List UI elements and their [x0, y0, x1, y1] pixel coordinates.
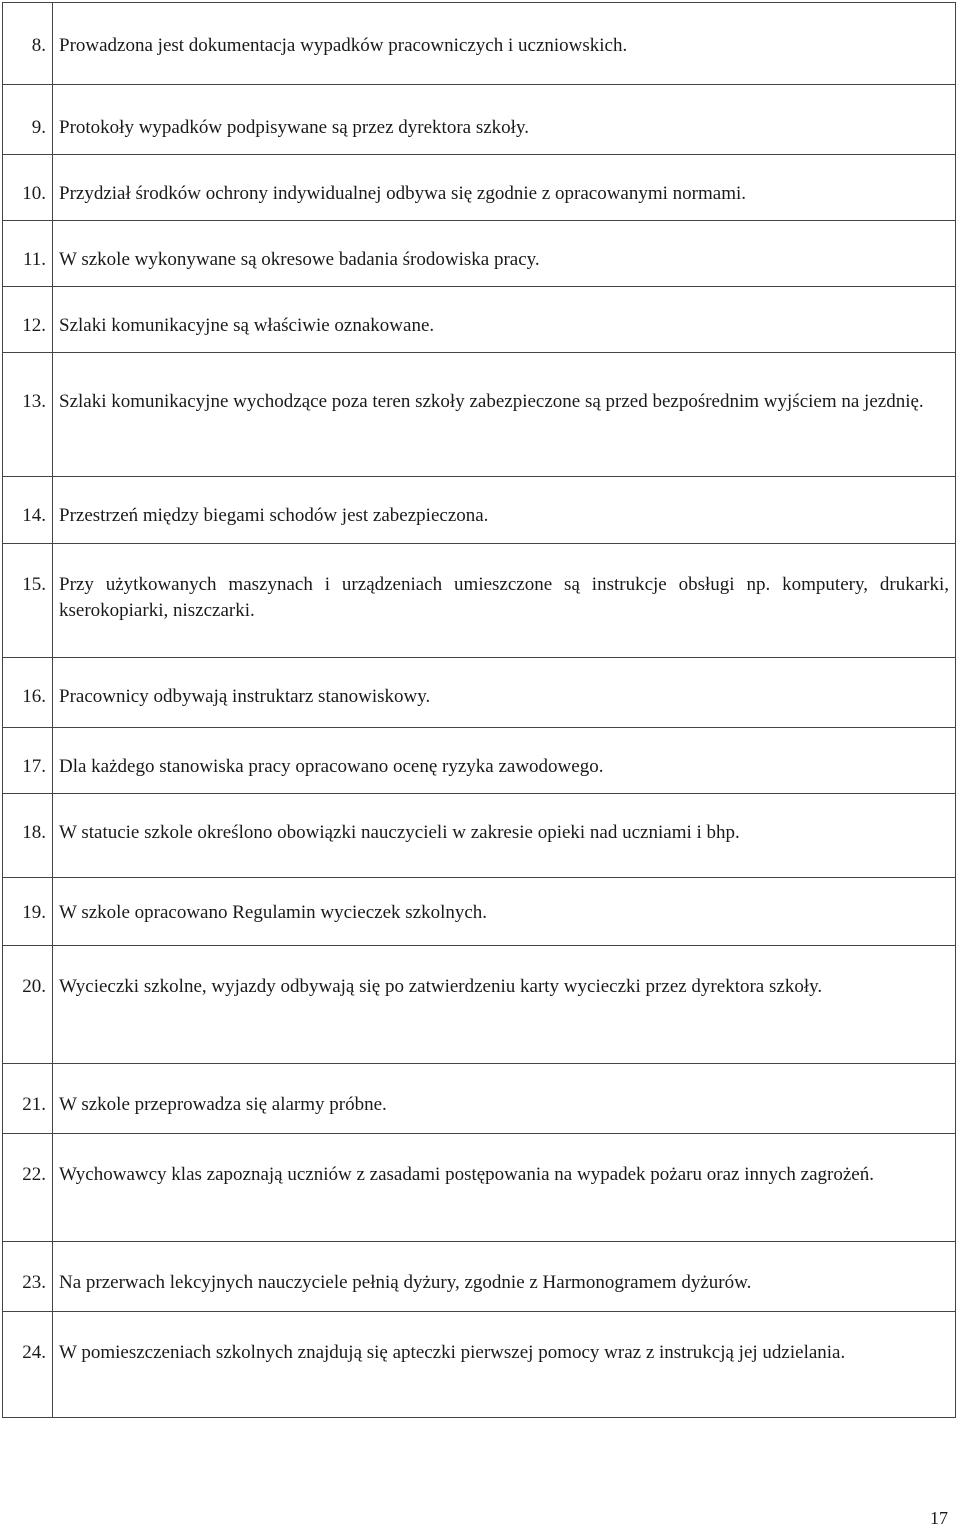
row-text: Przy użytkowanych maszynach i urządzeniach umieszczone są instrukcje obsługi np. komputery, drukarki, kserokopiarki, niszczarki. — [53, 544, 956, 658]
row-text: Wychowawcy klas zapoznają uczniów z zasadami postępowania na wypadek pożaru oraz innych zagrożeń. — [53, 1134, 956, 1242]
row-number: 17. — [3, 728, 53, 794]
table-row — [3, 85, 956, 155]
table-row — [3, 477, 956, 544]
table-row — [3, 221, 956, 287]
row-number: 23. — [3, 1242, 53, 1312]
table-row — [3, 946, 956, 1064]
row-number: 10. — [3, 155, 53, 221]
page-number: 17 — [930, 1508, 948, 1528]
table-row — [3, 728, 956, 794]
row-number: 14. — [3, 477, 53, 544]
table-row — [3, 3, 956, 85]
row-text: W szkole wykonywane są okresowe badania środowiska pracy. — [53, 221, 956, 287]
row-number: 16. — [3, 658, 53, 728]
table-row — [3, 1312, 956, 1418]
row-number: 12. — [3, 287, 53, 353]
table-row — [3, 353, 956, 477]
table-row — [3, 1242, 956, 1312]
row-text: Prowadzona jest dokumentacja wypadków pracowniczych i uczniowskich. — [53, 3, 956, 85]
table-row — [3, 794, 956, 878]
checklist-table — [2, 2, 956, 1418]
row-number: 22. — [3, 1134, 53, 1242]
table-row — [3, 1064, 956, 1134]
row-number: 13. — [3, 353, 53, 477]
row-text: Szlaki komunikacyjne są właściwie oznakowane. — [53, 287, 956, 353]
table-row — [3, 544, 956, 658]
table-row — [3, 658, 956, 728]
row-text: Przestrzeń między biegami schodów jest zabezpieczona. — [53, 477, 956, 544]
table-row — [3, 155, 956, 221]
row-number: 20. — [3, 946, 53, 1064]
table-row — [3, 1134, 956, 1242]
row-number: 9. — [3, 85, 53, 155]
row-text: W szkole przeprowadza się alarmy próbne. — [53, 1064, 956, 1134]
table-row — [3, 878, 956, 946]
row-text: Przydział środków ochrony indywidualnej odbywa się zgodnie z opracowanymi normami. — [53, 155, 956, 221]
row-text: Wycieczki szkolne, wyjazdy odbywają się po zatwierdzeniu karty wycieczki przez dyrektora szkoły. — [53, 946, 956, 1064]
row-text: Pracownicy odbywają instruktarz stanowiskowy. — [53, 658, 956, 728]
row-text: W statucie szkole określono obowiązki nauczycieli w zakresie opieki nad uczniami i bhp. — [53, 794, 956, 878]
row-text: Na przerwach lekcyjnych nauczyciele pełnią dyżury, zgodnie z Harmonogramem dyżurów. — [53, 1242, 956, 1312]
row-number: 24. — [3, 1312, 53, 1418]
row-number: 19. — [3, 878, 53, 946]
row-text: W szkole opracowano Regulamin wycieczek szkolnych. — [53, 878, 956, 946]
table-row — [3, 287, 956, 353]
row-number: 15. — [3, 544, 53, 658]
row-number: 8. — [3, 3, 53, 85]
row-number: 18. — [3, 794, 53, 878]
row-text: W pomieszczeniach szkolnych znajdują się apteczki pierwszej pomocy wraz z instrukcją jej udzielania. — [53, 1312, 956, 1418]
row-text: Protokoły wypadków podpisywane są przez dyrektora szkoły. — [53, 85, 956, 155]
row-number: 11. — [3, 221, 53, 287]
row-text: Szlaki komunikacyjne wychodzące poza teren szkoły zabezpieczone są przed bezpośrednim wyjściem na jezdnię. — [53, 353, 956, 477]
row-text: Dla każdego stanowiska pracy opracowano ocenę ryzyka zawodowego. — [53, 728, 956, 794]
row-number: 21. — [3, 1064, 53, 1134]
